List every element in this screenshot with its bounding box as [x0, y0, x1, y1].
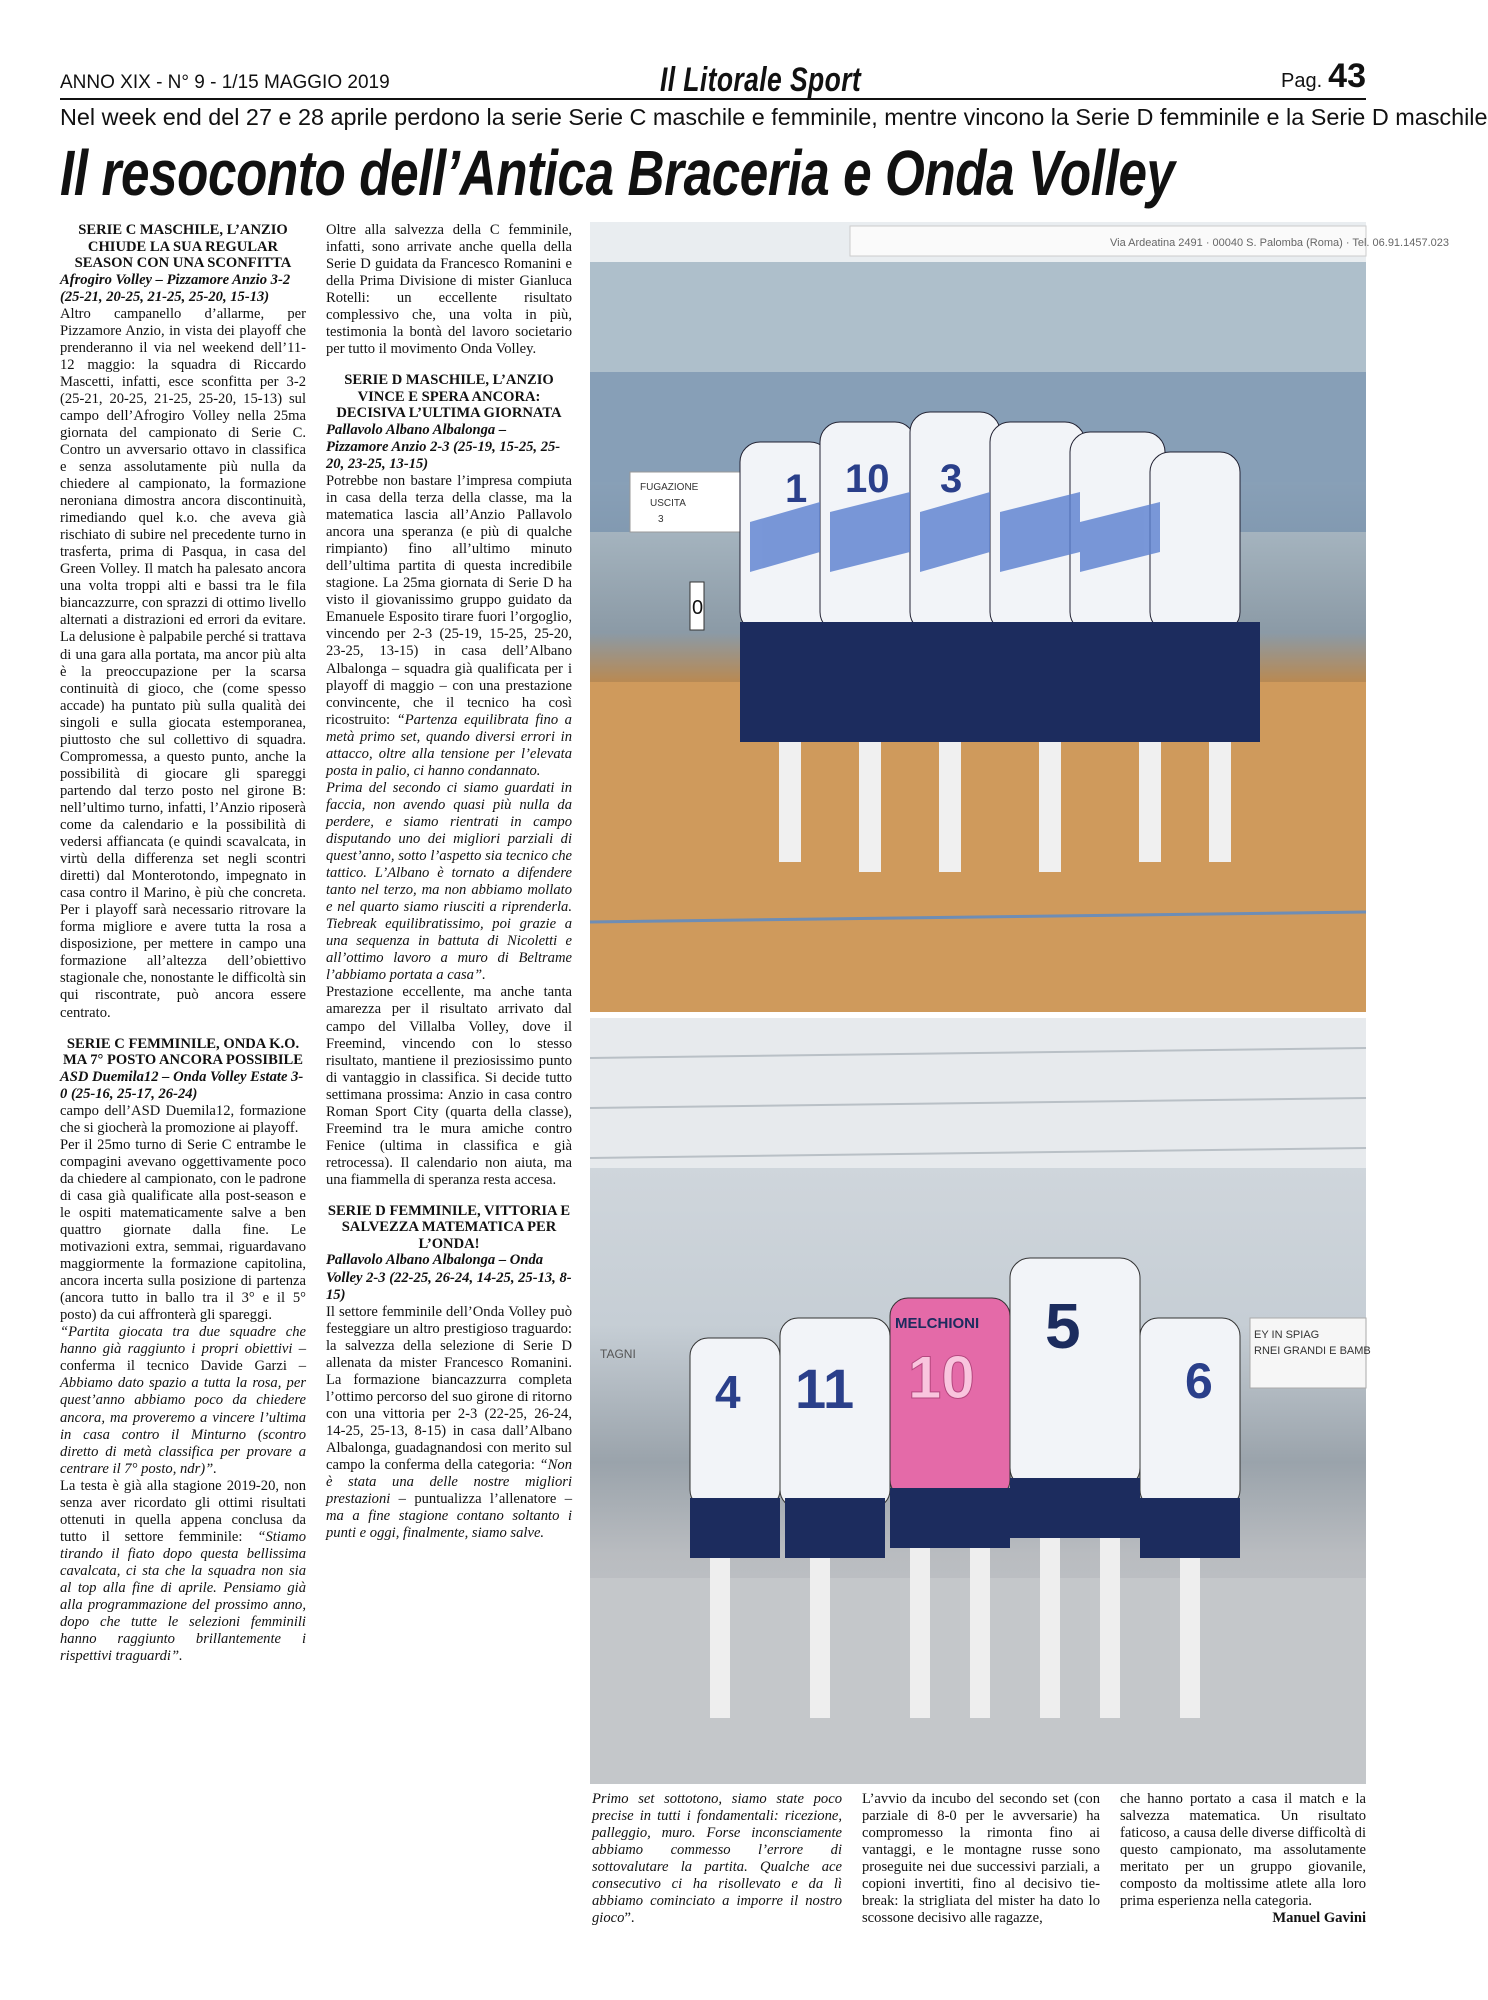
- issue-info: ANNO XIX - N° 9 - 1/15 MAGGIO 2019: [60, 72, 390, 93]
- article-quote: [60, 1324, 306, 1477]
- section-title-serie-d-maschile: SERIE D MASCHILE, L’ANZIO VINCE E SPERA ANCORA: DECISIVA L’ULTIMA GIORNATA: [336, 372, 562, 422]
- article-body: campo dell’ASD Duemila12, formazione che si giocherà la promozione ai playoff.: [60, 1102, 306, 1136]
- article-quote: Prima del secondo ci siamo guardati in faccia, non avendo quasi più nulla da perdere, e siamo rientrati in campo disputando uno dei migliori parziali di quest’anno, sotto l’aspetto sia tecnico che tattico. L’Albano è tornato a difendere tanto nel terzo, ma non abbiamo mollato e nel quarto siamo riusciti a riprenderla. Tiebreak equilibratissimo, poi grazie a una sequenza in battuta di Nicoletti e all’ottimo lavoro a muro di Beltrame l’abbiamo portata a casa”.: [326, 779, 572, 984]
- jersey-number: 5: [1045, 1290, 1081, 1362]
- column-2: [326, 222, 572, 1542]
- article-body-end: che hanno portato a casa il match e la salvezza matematica. Un risultato faticoso, a causa delle diverse difficoltà di questo campionato, ma assolutamente meritato per un gruppo giovanile, composto da moltissime atlete alla loro prima esperienza nella categoria.: [1120, 1791, 1366, 1910]
- quote-text: “Non è stata una delle nostre migliori prestazioni: [326, 1457, 572, 1508]
- jersey-number: 6: [1185, 1353, 1213, 1409]
- page-number-value: 43: [1328, 57, 1366, 95]
- quote-text: Primo set sottotono, siamo state poco precise in tutti i fondamentali: ricezione, palleggio, muro. Forse inconsciamente abbiamo commesso l’errore di sottovalutare la partita. Qualche ace consecutivo ci ha risollevato e da lì abbiamo cominciato a imporre il nostro gioco: [592, 1791, 842, 1927]
- jersey-name: MELCHIONI: [895, 1315, 980, 1332]
- article-body: Oltre alla salvezza della C femminile, infatti, sono arrivate anche quella della Serie D guidata da Francesco Romanini e della Prima Divisione di mister Gianluca Rotelli: un eccellente risultato complessivo che, una volta in più, testimonia la bontà del lavoro societario per tutto il movimento Onda Volley.: [326, 222, 572, 358]
- banner-text: Via Ardeatina 2491 · 00040 S. Palomba (Roma) · Tel. 06.91.1457.023: [1110, 237, 1449, 249]
- banner-text: RNEI GRANDI E BAMB: [1254, 1345, 1371, 1357]
- column-4: [862, 1791, 1100, 1927]
- banner-text: EY IN SPIAG: [1254, 1329, 1320, 1341]
- jersey-number: 10: [908, 1344, 975, 1411]
- match-result: ASD Duemila12 – Onda Volley Estate 3-0 (25-16, 25-17, 26-24): [60, 1068, 304, 1102]
- section-title-serie-c-femminile: SERIE C FEMMINILE, ONDA K.O. MA 7° POSTO ANCORA POSSIBILE: [63, 1035, 303, 1069]
- scoreboard-digit: 0: [692, 597, 704, 619]
- body-text: Il settore femminile dell’Onda Volley può festeggiare un altro prestigioso traguardo: la salvezza della selezione di Serie D allenata da mister Francesco Romanini. La formazione biancazzurra completa l’ottimo percorso del suo girone di ritorno con una vittoria per 2-3 (22-25, 26-24, 14-25, 25-13, 8-15) in casa dall’Albano Albalonga, guadagnandosi con merito sul campo la conferma della categoria:: [326, 1303, 572, 1474]
- match-result: Pallavolo Albano Albalonga – Pizzamore Anzio 2-3 (25-19, 15-25, 25-20, 23-25, 13-15): [326, 421, 561, 472]
- page-label: Pag.: [1281, 70, 1323, 92]
- article-body: [326, 473, 572, 780]
- column-5: [1120, 1791, 1366, 1927]
- match-result: Afrogiro Volley – Pizzamore Anzio 3-2 (25-21, 20-25, 21-25, 25-20, 15-13): [60, 271, 291, 305]
- kicker: Nel week end del 27 e 28 aprile perdono la serie Serie C maschile e femminile, mentre vincono la Serie D femminile e la Serie D maschile: [60, 104, 1488, 130]
- exit-sign-1: FUGAZIONE: [640, 482, 699, 493]
- exit-sign-2: USCITA: [650, 498, 686, 509]
- section-title-serie-d-femminile: SERIE D FEMMINILE, VITTORIA E SALVEZZA MATEMATICA PER L’ONDA!: [327, 1202, 571, 1252]
- body-text: La testa è già alla stagione 2019-20, non senza aver ricordato gli ottimi risultati ottenuti in quella appena conclusa da tutto il settore femminile:: [60, 1477, 306, 1545]
- photo-women-illustration: [590, 1018, 1371, 1784]
- quote-text: “Partenza equilibrata fino a metà primo set, quando diversi errori in attacco, oltre alla tensione per l’elevata posta in palio, ci hanno condannato.: [326, 711, 572, 779]
- quote-text: ma a fine stagione contano soltanto i punti e oggi, finalmente, siamo salve.: [326, 1508, 572, 1542]
- quote-text: “Stiamo tirando il fiato dopo questa bellissima cavalcata, ci sta che la squadra non sia al top alla fine di aprile. Pensiamo già alla programmazione del prossimo anno, dopo che tutte le selezioni femminili hanno raggiunto brillantemente i rispettivi traguardi”.: [60, 1528, 306, 1665]
- article-body: Prestazione eccellente, ma anche tanta amarezza per il risultato arrivato dal campo del Villalba Volley, dove il Freemind, vincendo con lo stesso risultato, mantiene il preziosissimo punto di vantaggio in classifica. Si decide tutto settimana prossima: Anzio in casa contro Roman Sport City (quarta della classe), Freemind tra le mura amiche contro Fenice (ultima in classifica e già retrocessa). Il calendario non aiuta, ma una fiammella di speranza resta accesa.: [326, 984, 572, 1188]
- column-1: [60, 222, 306, 1665]
- quote-end: ”.: [624, 1910, 635, 1927]
- photo-men-illustration: [590, 222, 1449, 1012]
- quote-attribution: – conferma il tecnico Davide Garzi –: [60, 1341, 306, 1375]
- body-text: Potrebbe non bastare l’impresa compiuta in casa della terza della classe, ma la matematica lascia all’Anzio Pallavolo ancora una speranza (e più di qualche rimpianto) fino all’ultimo minuto dell’ultima partita di questa incredibile stagione. La 25ma giornata di Serie D ha visto il giovanissimo gruppo guidato da Emanuele Esposito tirare fuori l’orgoglio, vincendo per 2-3 (25-19, 15-25, 25-20, 23-25, 13-15) in casa dell’Albano Albalonga – squadra già qualificata per i playoff di maggio – con una prestazione convincente, che il tecnico ha così ricostruito:: [326, 473, 572, 728]
- match-result: Pallavolo Albano Albalonga – Onda Volley 2-3 (22-25, 26-24, 14-25, 25-13, 8-15): [326, 1252, 572, 1303]
- quote-text: “Partita giocata tra due squadre che hanno già raggiunto i propri obiettivi: [60, 1324, 306, 1358]
- jersey-number: 4: [715, 1366, 741, 1418]
- section-title-serie-c-maschile: SERIE C MASCHILE, L’ANZIO CHIUDE LA SUA REGULAR SEASON CON UNA SCONFITTA: [74, 222, 292, 271]
- banner-text: TAGNI: [600, 1347, 636, 1361]
- page-number: [1281, 57, 1366, 96]
- photo-men-team-huddle: [590, 222, 1449, 1012]
- author-signature: Manuel Gavini: [1272, 1910, 1366, 1927]
- article-body: Per il 25mo turno di Serie C entrambe le compagini avevano oggettivamente poco da chiedere al campionato, con le padrone di casa già qualificate alla post-season e le ospiti matematicamente salve a ben quattro giornate dalla fine. Le motivazioni extra, semmai, riguardavano maggiormente la formazione capitolina, ancora incerta sulla posizione di partenza (ancora tutto in ballo tra il 3° e il 5° posto) da cui affronterà gli spareggi.: [60, 1136, 306, 1324]
- column-3: [592, 1791, 842, 1927]
- jersey-number: 3: [940, 457, 963, 501]
- headline: Il resoconto dell’Antica Braceria e Onda Volley: [60, 137, 1175, 209]
- jersey-number: 10: [845, 457, 890, 501]
- article-body: [60, 1478, 306, 1666]
- article-quote: [592, 1791, 842, 1927]
- article-body: L’avvio da incubo del secondo set (con parziale di 8-0 per le avversarie) ha compromesso la rimonta fino ai vantaggi, e le montagne russe sono proseguite nei due successivi parziali, a copioni invertiti, fino al decisivo tie-break: la strigliata del mister ha dato lo scossone decisivo alle ragazze,: [862, 1791, 1100, 1927]
- photo-women-team-huddle: [590, 1018, 1371, 1784]
- page-header: [60, 57, 1366, 100]
- article-body: Altro campanello d’allarme, per Pizzamore Anzio, in vista dei playoff che prenderanno il via nel weekend dell’11-12 maggio: la squadra di Riccardo Mascetti, infatti, esce sconfitta per 3-2 (25-21, 20-25, 21-25, 25-20, 15-13) sul campo dell’Afrogiro Volley nella 25ma giornata del campionato di Serie C. Contro un avversario ottavo in classifica e senza assolutamente più nulla da chiedere al campionato, la formazione neroniana dimostra ancora discontinuità, rimediando quel k.o. che aveva già rischiato di subire nel precedente turno in trasferta, prima di Pasqua, in casa del Green Volley. Il match ha palesato ancora una volta troppi alti e bassi tra le fila biancazzurre, con sprazzi di ottimo livello alternati a distrazioni ed errori da evitare. La delusione è palpabile perché si trattava di una gara alla portata, ma ancor più alta è la preoccupazione per la scarsa continuità di gioco, che (come spesso accade) ha puntato più sulla qualità dei singoli e sulla giocata estemporanea, piuttosto che sul collettivo di squadra. Compromessa, a questo punto, anche la possibilità di giocare gli spareggi partendo dal terzo posto nel girone B: nell’ultimo turno, infatti, l’Anzio riposerà come da calendario e la possibilità di vedersi affiancata (e quindi scavalcata, in virtù della differenza set negli scontri diretti) dal Monterotondo, impegnato in casa contro il Marino, è più che concreta. Per i playoff sarà necessario ritrovare la forma migliore e avere tutta la rosa a disposizione, per mettere in campo una formazione all’altezza dell’obiettivo stagionale che, nonostante le difficoltà sin qui riscontrate, può ancora essere centrato.: [60, 305, 306, 1021]
- quote-text: Abbiamo dato spazio a tutta la rosa, per quest’anno abbiamo poco da chiedere ancora, ma proveremo a vincere l’ultima in casa contro il Minturno (scontro diretto di metà classifica per provare a centrare il 7° posto, ndr)”.: [60, 1375, 306, 1477]
- quote-attribution: – puntualizza l’allenatore –: [390, 1491, 572, 1508]
- masthead: Il Litorale Sport: [660, 61, 862, 99]
- exit-sign-3: 3: [658, 514, 664, 525]
- article-body: [326, 1304, 572, 1543]
- jersey-number: 11: [795, 1357, 855, 1420]
- jersey-number: 1: [785, 467, 808, 511]
